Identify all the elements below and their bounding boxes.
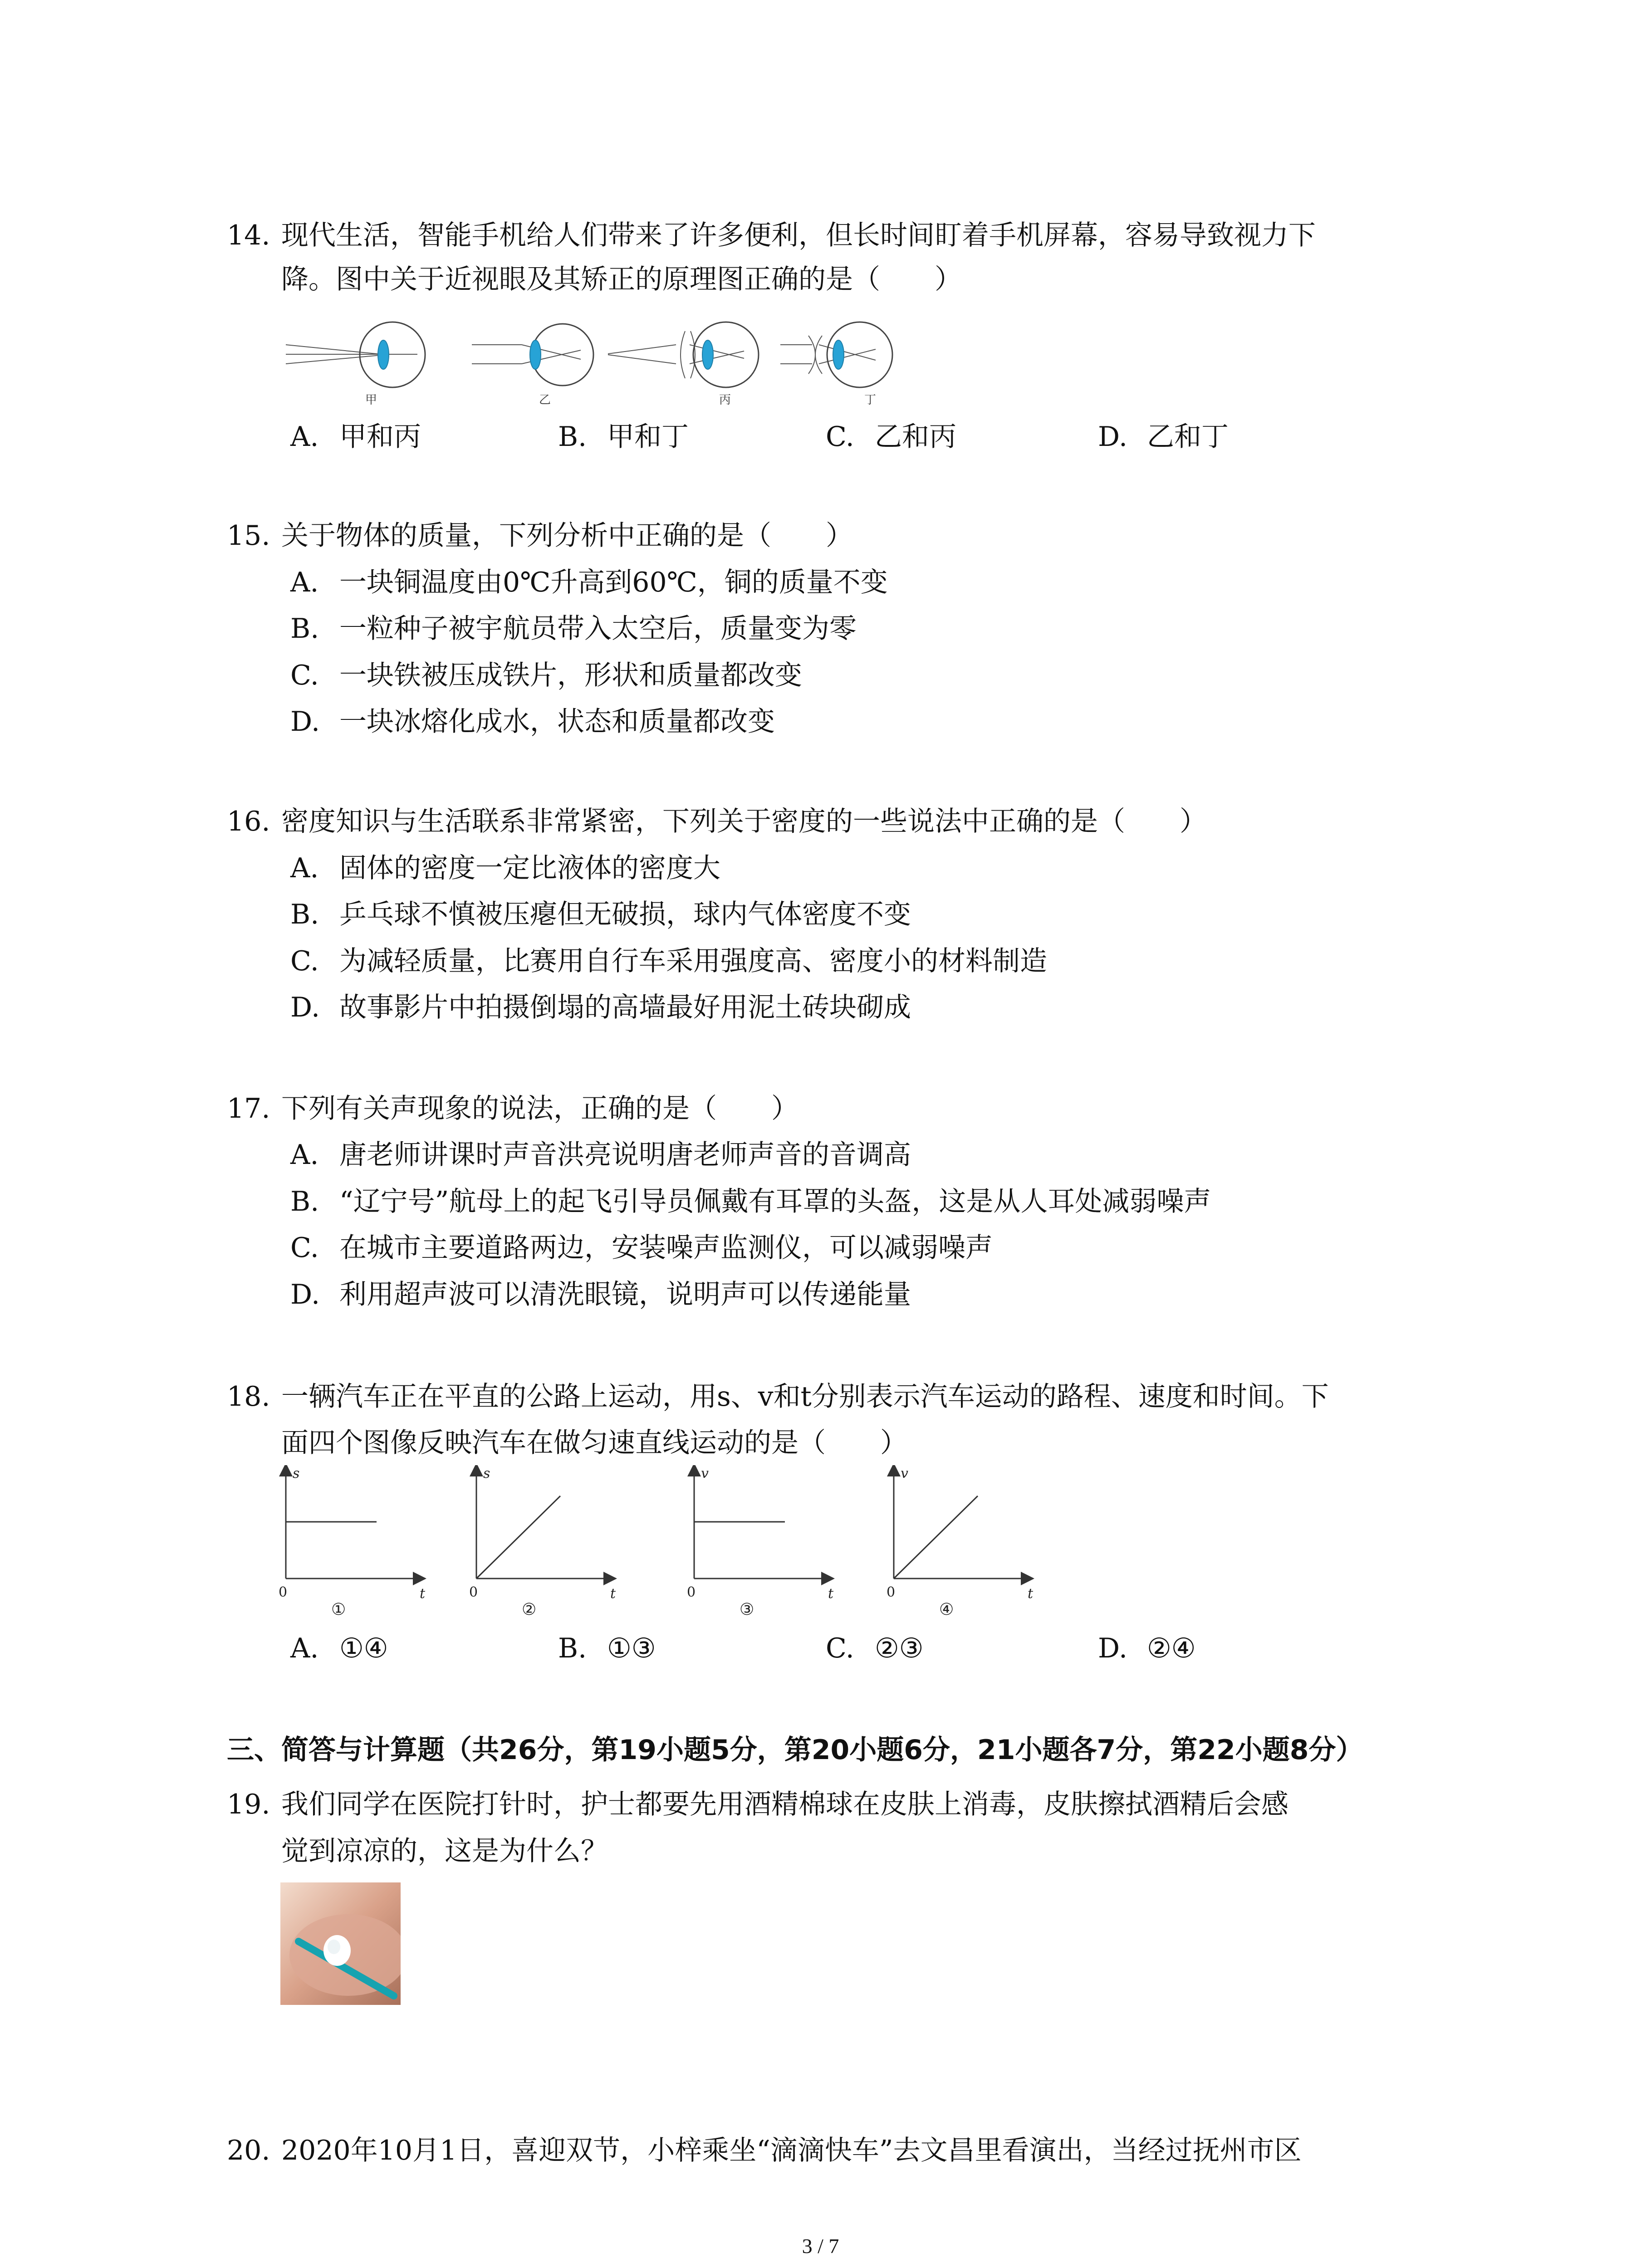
option-text: 乒乓球不慎被压瘪但无破损，球内气体密度不变 <box>339 899 911 930</box>
question-number: 19. <box>227 1789 270 1820</box>
option-letter: B. <box>290 899 319 930</box>
graph-id-label: ④ <box>939 1600 954 1619</box>
option-text: 一块铁被压成铁片，形状和质量都改变 <box>339 660 802 691</box>
option-letter: B. <box>290 1186 319 1217</box>
question-stem: 关于物体的质量，下列分析中正确的是（ ） <box>281 520 853 552</box>
question-stem: 现代生活，智能手机给人们带来了许多便利，但长时间盯着手机屏幕，容易导致视力下 <box>281 220 1316 251</box>
y-axis-label: v <box>701 1466 709 1481</box>
option-c <box>290 1232 993 1264</box>
question-number: 16. <box>227 806 270 837</box>
option-text: 故事影片中拍摄倒塌的高墙最好用泥土砖块砌成 <box>339 992 911 1023</box>
option-text: 一粒种子被宇航员带入太空后，质量变为零 <box>339 613 857 645</box>
option-text: 乙和丁 <box>1147 421 1229 453</box>
option-c <box>826 1632 924 1665</box>
fig-label-ding: 丁 <box>864 393 877 407</box>
option-d <box>1098 420 1229 453</box>
eye-diagram-bing <box>608 322 759 387</box>
question-stem: 我们同学在医院打针时，护士都要先用酒精棉球在皮肤上消毒，皮肤擦拭酒精后会感 <box>281 1789 1288 1820</box>
origin-label: 0 <box>887 1584 896 1600</box>
eye-diagram-yi <box>472 324 593 386</box>
option-b <box>290 1185 1211 1218</box>
graph-id-label: ① <box>331 1600 346 1619</box>
question-stem: 下列有关声现象的说法，正确的是（ ） <box>281 1093 798 1124</box>
option-letter: A. <box>290 1139 319 1171</box>
option-a <box>290 420 421 453</box>
question-number: 15. <box>227 520 270 552</box>
alcohol-swab-photo <box>280 1882 401 2005</box>
question-stem: 密度知识与生活联系非常紧密，下列关于密度的一些说法中正确的是（ ） <box>281 806 1207 837</box>
option-letter: D. <box>1098 1633 1128 1664</box>
option-a <box>290 566 888 599</box>
option-letter: C. <box>290 1232 319 1264</box>
option-text: ①③ <box>607 1633 656 1664</box>
option-letter: D. <box>290 1279 320 1310</box>
question-number: 20. <box>227 2135 270 2166</box>
option-letter: A. <box>290 567 319 598</box>
eye-diagram-ding <box>780 322 892 387</box>
option-a <box>290 1139 911 1171</box>
motion-graph-1 <box>279 1466 426 1619</box>
y-axis-label: s <box>293 1466 300 1481</box>
x-axis-label: t <box>420 1586 426 1602</box>
section-heading: 三、简答与计算题（共26分，第19小题5分，第20小题6分，21小题各7分，第22小题8分） <box>227 1734 1363 1766</box>
eye-diagrams-figure <box>281 313 926 413</box>
option-c <box>826 420 956 453</box>
question-number: 14. <box>227 220 270 251</box>
question-stem-cont: 降。图中关于近视眼及其矫正的原理图正确的是（ ） <box>281 264 962 295</box>
option-c <box>290 945 1047 978</box>
option-a <box>290 852 720 885</box>
option-letter: C. <box>826 421 854 453</box>
option-text: 在城市主要道路两边，安装噪声监测仪，可以减弱噪声 <box>339 1232 993 1264</box>
option-letter: D. <box>1098 421 1128 453</box>
option-letter: C. <box>290 945 319 977</box>
option-letter: D. <box>290 992 320 1023</box>
fig-label-jia: 甲 <box>365 393 377 407</box>
option-letter: A. <box>290 852 319 884</box>
option-b <box>290 612 857 645</box>
question-stem: 2020年10月1日，喜迎双节，小梓乘坐“滴滴快车”去文昌里看演出，当经过抚州市区 <box>281 2135 1302 2166</box>
option-letter: C. <box>826 1633 854 1664</box>
option-b <box>290 898 911 931</box>
eye-diagram-jia <box>286 322 425 387</box>
motion-graphs-figure <box>268 1465 1062 1633</box>
option-text: 利用超声波可以清洗眼镜，说明声可以传递能量 <box>339 1279 911 1310</box>
x-axis-label: t <box>610 1586 616 1602</box>
option-text: 固体的密度一定比液体的密度大 <box>339 852 720 884</box>
y-axis-label: v <box>901 1466 908 1481</box>
x-axis-label: t <box>828 1586 834 1602</box>
graph-line <box>476 1496 560 1579</box>
option-text: 甲和丁 <box>607 421 689 453</box>
motion-graph-2 <box>469 1466 616 1619</box>
question-number: 18. <box>227 1381 270 1413</box>
option-text: 唐老师讲课时声音洪亮说明唐老师声音的音调高 <box>339 1139 911 1171</box>
question-stem-cont: 面四个图像反映汽车在做匀速直线运动的是（ ） <box>281 1427 907 1459</box>
question-stem: 一辆汽车正在平直的公路上运动，用s、v和t分别表示汽车运动的路程、速度和时间。下 <box>281 1381 1329 1413</box>
option-letter: B. <box>290 613 319 645</box>
option-d <box>290 705 775 738</box>
option-b <box>558 1632 656 1665</box>
origin-label: 0 <box>469 1584 478 1600</box>
option-letter: D. <box>290 706 320 738</box>
option-b <box>558 420 689 453</box>
option-text: 为减轻质量，比赛用自行车采用强度高、密度小的材料制造 <box>339 945 1047 977</box>
fig-label-yi: 乙 <box>539 393 551 407</box>
question-stem-cont: 觉到凉凉的，这是为什么？ <box>281 1835 608 1867</box>
graph-id-label: ② <box>522 1600 537 1619</box>
option-text: 甲和丙 <box>339 421 421 453</box>
option-d <box>1098 1632 1196 1665</box>
option-d <box>290 1278 911 1311</box>
y-axis-label: s <box>483 1466 490 1481</box>
option-text: ②③ <box>875 1633 924 1664</box>
motion-graph-4 <box>887 1466 1034 1619</box>
page-number: 3 / 7 <box>802 2234 839 2258</box>
option-letter: A. <box>290 421 319 453</box>
option-letter: B. <box>558 1633 587 1664</box>
option-text: “辽宁号”航母上的起飞引导员佩戴有耳罩的头盔，这是从人耳处减弱噪声 <box>339 1186 1211 1217</box>
option-letter: A. <box>290 1633 319 1664</box>
option-text: 一块铜温度由0℃升高到60℃，铜的质量不变 <box>339 567 888 598</box>
option-text: ②④ <box>1147 1633 1196 1664</box>
origin-label: 0 <box>279 1584 288 1600</box>
fig-label-bing: 丙 <box>719 393 731 407</box>
option-letter: B. <box>558 421 587 453</box>
option-a <box>290 1632 388 1665</box>
motion-graph-3 <box>687 1466 834 1619</box>
option-text: 乙和丙 <box>875 421 956 453</box>
graph-id-label: ③ <box>740 1600 754 1619</box>
graph-line <box>894 1496 978 1579</box>
option-text: ①④ <box>339 1633 388 1664</box>
question-number: 17. <box>227 1093 270 1124</box>
option-c <box>290 659 802 692</box>
option-letter: C. <box>290 660 319 691</box>
option-d <box>290 991 911 1024</box>
origin-label: 0 <box>687 1584 696 1600</box>
x-axis-label: t <box>1028 1586 1034 1602</box>
option-text: 一块冰熔化成水，状态和质量都改变 <box>339 706 775 738</box>
